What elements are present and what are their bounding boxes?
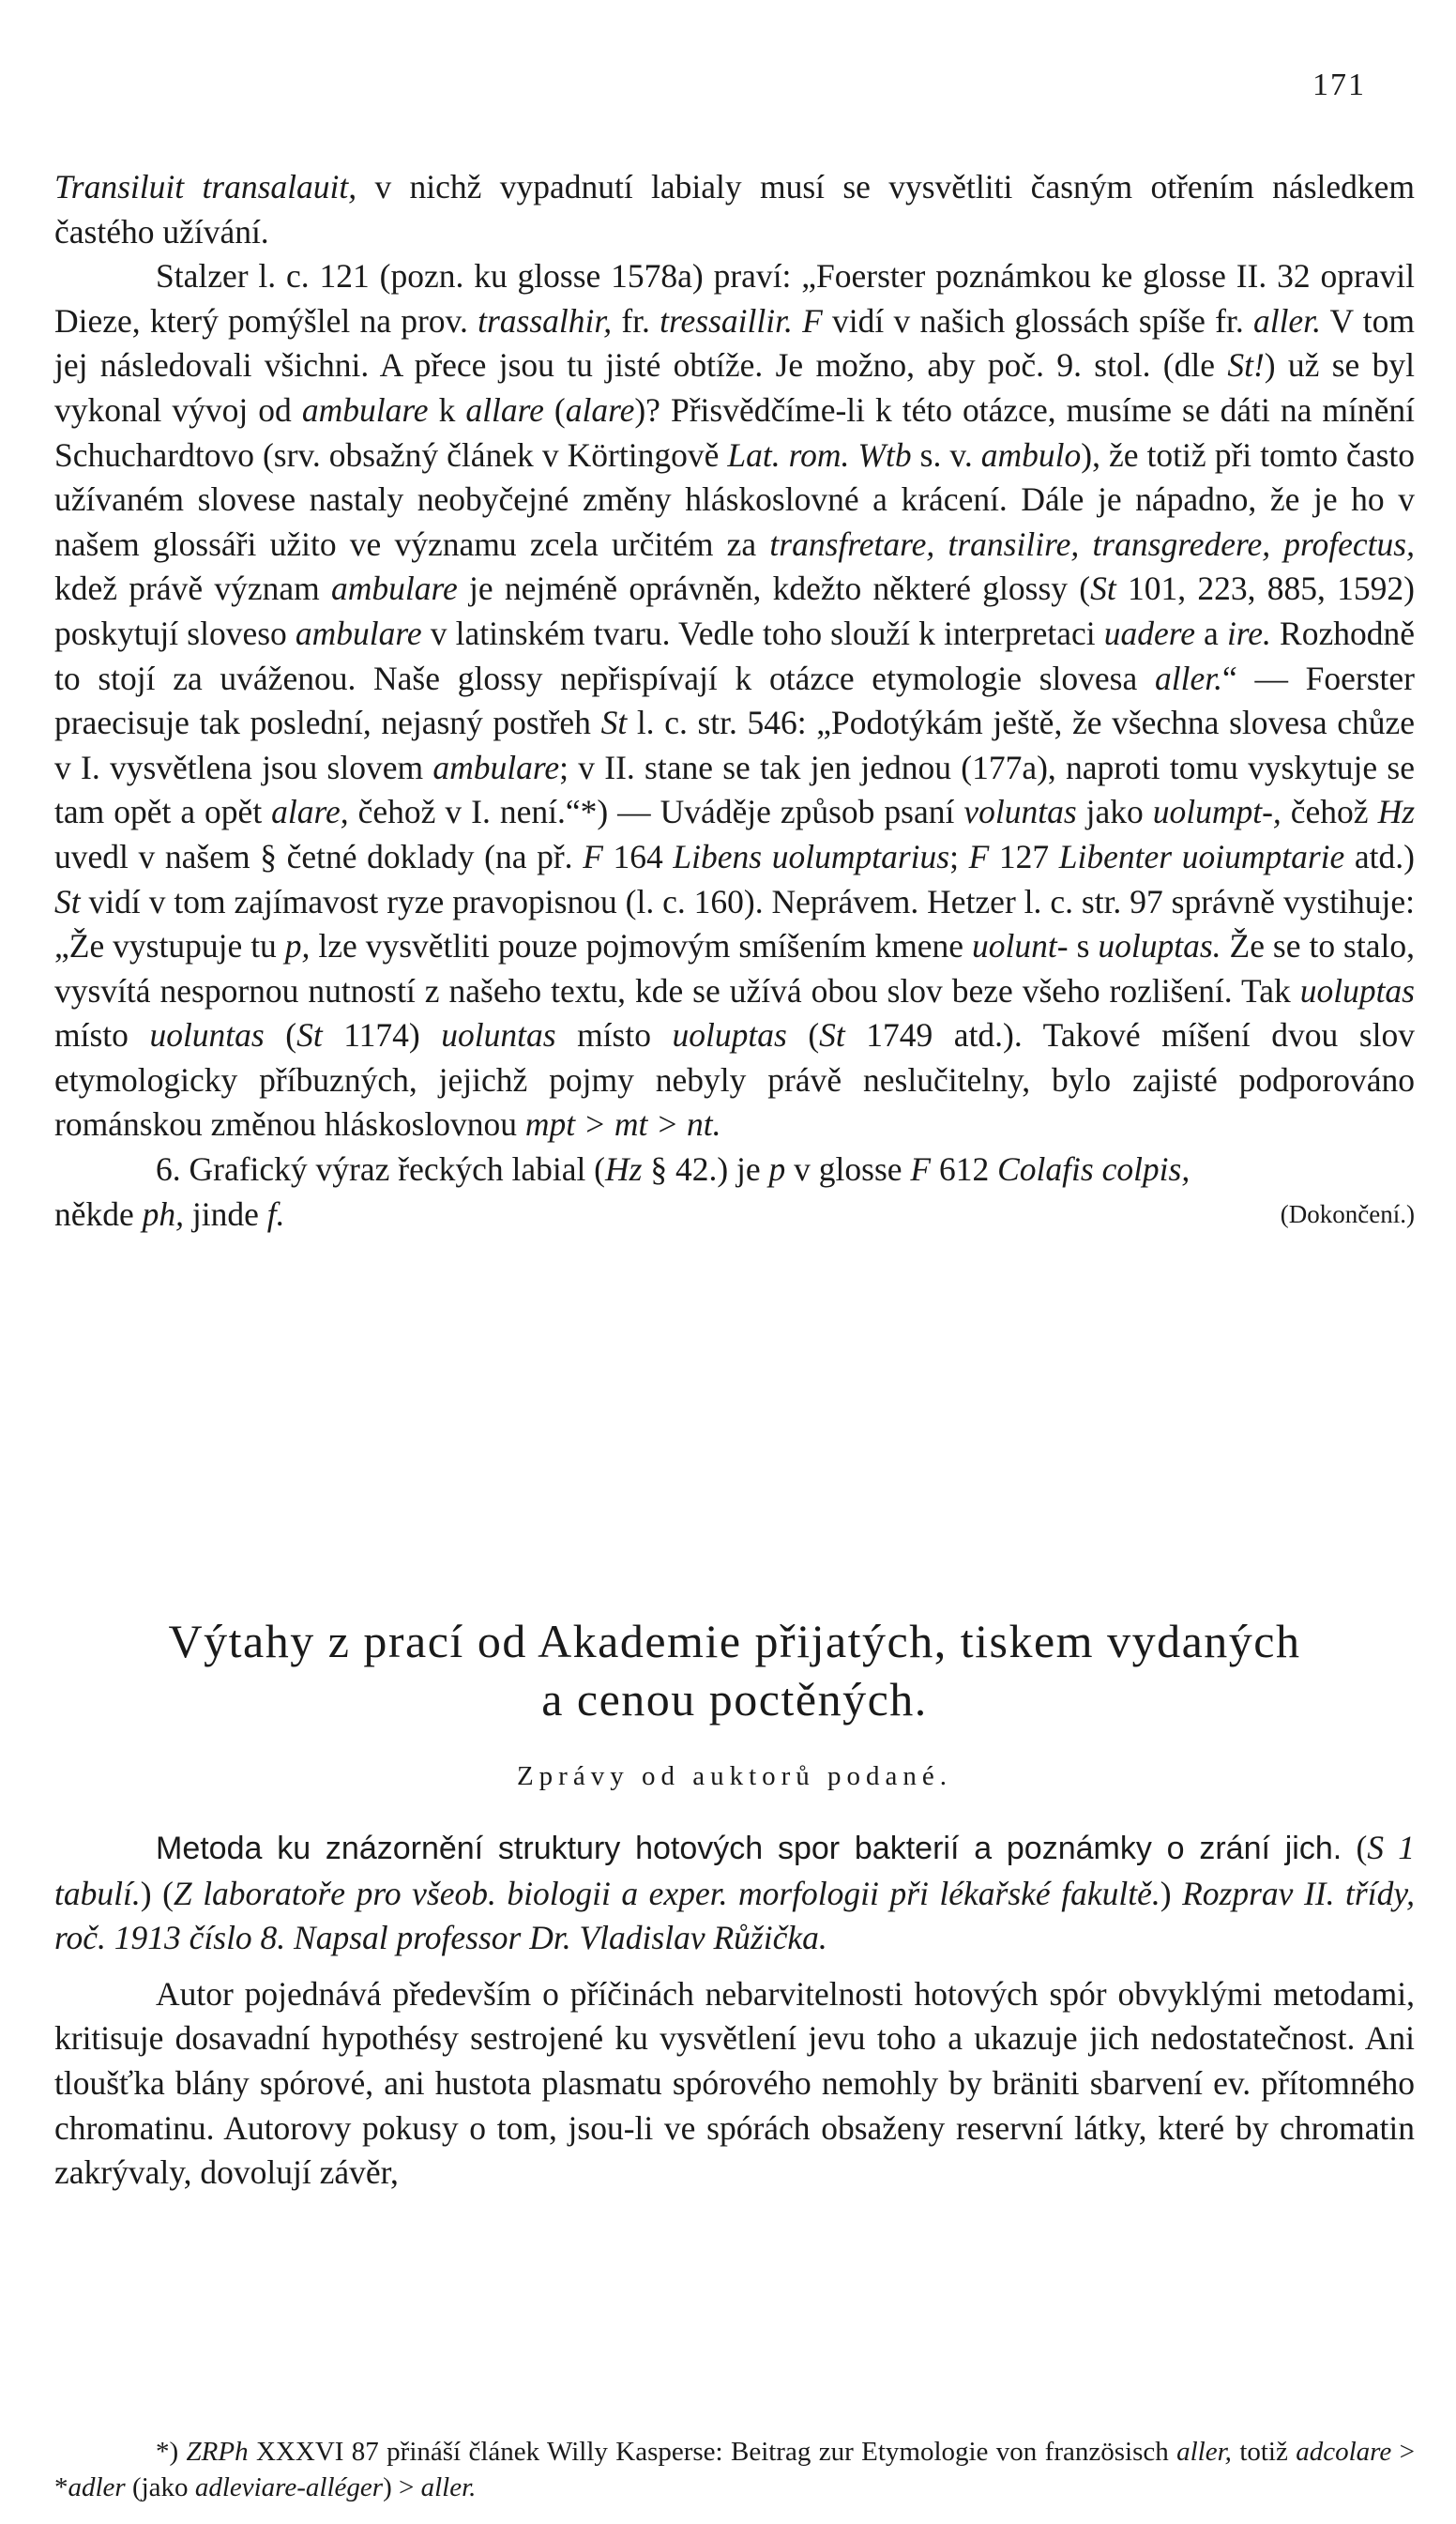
section-title-line-1: Výtahy z prací od Akademie přijatých, tiskem vydaných: [168, 1615, 1301, 1667]
text-run: 101, 223, 885, 1592) poskytují sloveso: [54, 570, 1415, 652]
text-run: s: [1068, 927, 1099, 966]
italic-term: voluntas: [963, 793, 1077, 831]
text-run: fr.: [612, 301, 660, 340]
text-run: (: [264, 1016, 297, 1055]
text-run: vidí v tom zajímavost ryze pravopisnou (l. c. 160). Neprávem. Hetzer l. c. str. 97 správně vystihuje: „Že vystupuje tu: [54, 882, 1415, 966]
section-title: [54, 1612, 1415, 1728]
review-heading-paragraph: [54, 1826, 1415, 1961]
italic-term: ambulare: [432, 748, 560, 786]
italic-term: ambulare: [301, 390, 429, 429]
text-run: místo: [555, 1016, 673, 1055]
italic-term: St: [296, 1016, 323, 1055]
text-run: Stalzer l. c. 121 (pozn. ku glosse 1578a) praví: „Foerster poznámkou ke glosse II. 32 opravil Dieze, který pomýšlel na prov.: [54, 257, 1415, 340]
italic-term: p: [768, 1150, 786, 1189]
italic-term: uadere: [1103, 614, 1195, 652]
text-run: v nichž vypadnutí labialy musí se vysvětliti časným otřením následkem častého užívání.: [54, 168, 1415, 251]
text-run: ), že totiž při tomto často užívaném slovese nastaly neobyčejné změny hláskoslovné a krácení. Dále je nápadno, že je ho v našem glossáři užito ve významu zcela určitém za: [54, 435, 1415, 563]
italic-term: ambulare: [295, 614, 422, 652]
italic-term: allare: [465, 390, 544, 429]
text-run: XXXVI 87 přináší článek Willy Kasperse: Beitrag zur Etymologie von französisch: [248, 2437, 1177, 2467]
italic-term: adleviare-alléger: [194, 2472, 384, 2502]
italic-term: trassalhir,: [478, 301, 613, 340]
italic-term: alare,: [271, 793, 349, 831]
section-title-line-2: a cenou poctěných.: [541, 1673, 928, 1726]
text-run: Že se to stalo, vysvítá nespornou nutností z našeho textu, kde se užívá obou slov beze všeho rozlišení. Tak: [54, 927, 1415, 1010]
italic-term: Z laboratoře pro všeob. biologii a exper. morfologii při lékařské fakultě.: [173, 1874, 1160, 1912]
text-run: uvedl v našem § četné doklady (na př.: [54, 837, 584, 875]
italic-term: Transiluit transalauit,: [54, 168, 357, 205]
section-subtitle: Zprávy od auktorů podané.: [516, 1761, 953, 1791]
italic-term: adcolare: [1296, 2437, 1392, 2467]
italic-term: tressaillir. F: [660, 301, 823, 340]
text-run: 612: [931, 1150, 998, 1189]
text-run: lze vysvětliti pouze pojmovým smíšením kmene: [310, 927, 973, 966]
text-run: ): [1160, 1874, 1183, 1912]
text-run: ) (: [140, 1874, 174, 1912]
paragraph-3-tail: [54, 1193, 285, 1238]
text-run: V tom jej následovali všichni. A přece jsou tu jisté obtíže. Je možno, aby poč. 9. stol. (dle: [54, 301, 1416, 385]
italic-term: ZRPh: [186, 2437, 249, 2467]
text-run: § 42.) je: [642, 1150, 769, 1189]
footnote-text: [54, 2434, 1415, 2505]
text-run: je nejméně oprávněn, kdežto některé glossy (: [457, 570, 1091, 608]
italic-term: ire.: [1226, 614, 1271, 652]
italic-term: Rozprav II. třídy, roč. 1913 číslo 8. Napsal professor Dr. Vladislav Růžička.: [54, 1874, 1415, 1957]
footnote: [54, 2434, 1415, 2505]
paragraph-2: [54, 254, 1415, 1148]
italic-term: St: [600, 704, 628, 742]
italic-term: aller.: [1252, 301, 1321, 340]
italic-term: p,: [284, 927, 311, 966]
italic-term: aller.: [1154, 659, 1222, 697]
text-run: *): [156, 2437, 187, 2467]
text-run: (: [786, 1016, 820, 1055]
text-run: (: [543, 390, 566, 429]
text-run: čehož v I. není.“*) — Uváděje způsob psaní: [348, 793, 964, 831]
italic-term: aller,: [1176, 2437, 1232, 2467]
text-run: 164: [602, 837, 674, 875]
text-run: > *: [54, 2437, 1415, 2502]
text-run: s. v.: [911, 435, 981, 474]
italic-term: alare: [565, 390, 635, 429]
italic-term: Hz: [1377, 793, 1416, 831]
article-continuation: [54, 165, 1415, 1237]
text-run: ) už se byl vykonal vývoj od: [54, 346, 1415, 429]
paragraph-3-last-line: [54, 1193, 1415, 1238]
review-entry: [54, 1826, 1415, 2196]
page-number: 171: [1312, 68, 1366, 102]
italic-term: uoluntas: [149, 1016, 265, 1055]
paragraph-1: [54, 165, 1415, 254]
text-run: jako: [1076, 793, 1153, 831]
text-run: atd.): [1344, 837, 1415, 875]
italic-term: Lat. rom. Wtb: [727, 435, 912, 474]
text-run: v glosse: [785, 1150, 911, 1189]
text-run: l. c. str. 546: „Podotýkám ještě, že všechna slovesa chůze v I. vysvětlena jsou slovem: [54, 704, 1415, 786]
italic-term: uoluptas.: [1098, 927, 1221, 966]
text-run: vidí v našich glossách spíše fr.: [822, 301, 1253, 340]
italic-term: St: [1090, 570, 1116, 608]
italic-term: F: [910, 1150, 932, 1189]
text-run: Rozhodně to stojí za uváženou. Naše glossy nepřispívají k otázce etymologie slovesa: [54, 614, 1415, 697]
text-run: čehož: [1281, 793, 1378, 831]
italic-term: mpt > mt > nt.: [524, 1105, 721, 1144]
italic-term: S 1 tabulí.: [54, 1829, 1416, 1912]
text-run: ) >: [383, 2472, 421, 2502]
italic-term: ambulo: [980, 435, 1082, 474]
italic-term: uolunt-: [972, 927, 1069, 966]
italic-term: Hz: [605, 1150, 643, 1189]
text-run: jinde: [184, 1194, 267, 1233]
text-run: k: [428, 390, 466, 429]
text-run: místo: [54, 1016, 150, 1055]
text-run: “ — Foerster praecisuje tak poslední, nejasný postřeh: [54, 659, 1415, 742]
italic-term: ambulare: [331, 570, 458, 608]
text-run: v latinském tvaru. Vedle toho slouží k interpretaci: [421, 614, 1104, 652]
text-run: 1174): [322, 1016, 442, 1055]
continued-note: (Dokončení.): [1280, 1199, 1415, 1228]
italic-term: F: [583, 837, 603, 875]
paragraph-3: [54, 1148, 1415, 1193]
text-run: ; v II. stane se tak jen jednou (177a), naproti tomu vyskytuje se tam opět a opět: [54, 748, 1415, 831]
italic-term: F: [968, 837, 990, 875]
text-run: 6. Grafický výraz řeckých labial (: [156, 1150, 606, 1189]
italic-term: uoluntas: [441, 1016, 556, 1055]
italic-term: adler: [68, 2472, 126, 2502]
text-run: )? Přisvědčíme-li k této otázce, musíme se dáti na mínění Schuchardtovo (srv. obsažný článek v Körtingově: [54, 390, 1416, 474]
text-run: (jako: [125, 2472, 195, 2502]
italic-term: uoluptas: [1299, 971, 1415, 1010]
text-run: kdež právě význam: [54, 570, 332, 608]
italic-term: ph,: [142, 1194, 185, 1233]
review-body: Autor pojednává především o příčinách nebarvitelnosti hotových spór obvyklými metodami, kritisuje dosavadní hypothésy sestrojené ku vysvětlení jevu toho a ukazuje jich nedostatečnost. Ani tloušťka blány spórové, ani hustota plasmatu spórového nemohly by bräniti sbarvení ev. přítomného chromatinu. Autorovy pokusy o tom, jsou-li ve spórách obsaženy reservní látky, které by chromatin zakrývaly, dovolují závěr,: [54, 1974, 1415, 2192]
text-run: a: [1194, 614, 1227, 652]
text-run: (: [1342, 1829, 1368, 1866]
italic-term: transfretare, transilire, transgredere, profectus,: [769, 525, 1415, 563]
review-heading: Metoda ku znázornění struktury hotových spor bakterií a poznámky o zrání jich.: [156, 1831, 1342, 1866]
italic-term: St: [54, 882, 81, 920]
italic-term: Libens uolumptarius: [673, 837, 950, 875]
italic-term: St!: [1227, 346, 1265, 385]
italic-term: uolumpt-,: [1152, 793, 1282, 831]
italic-term: aller.: [420, 2472, 477, 2502]
italic-term: uoluptas: [672, 1016, 787, 1055]
italic-term: St: [819, 1016, 845, 1055]
text-run: 1749 atd.). Takové míšení dvou slov etymologicky příbuzných, jejichž pojmy nebyly právě neslučitelny, bylo zajisté podporováno románskou změnou hláskoslovnou: [54, 1016, 1415, 1144]
text-run: totiž: [1231, 2437, 1297, 2467]
text-run: 127: [989, 837, 1059, 875]
italic-term: Colafis colpis,: [997, 1150, 1191, 1189]
italic-term: Libenter uoiumptarie: [1058, 837, 1345, 875]
italic-term: f.: [266, 1194, 285, 1233]
text-run: někde: [54, 1194, 143, 1233]
text-run: ;: [949, 837, 969, 875]
